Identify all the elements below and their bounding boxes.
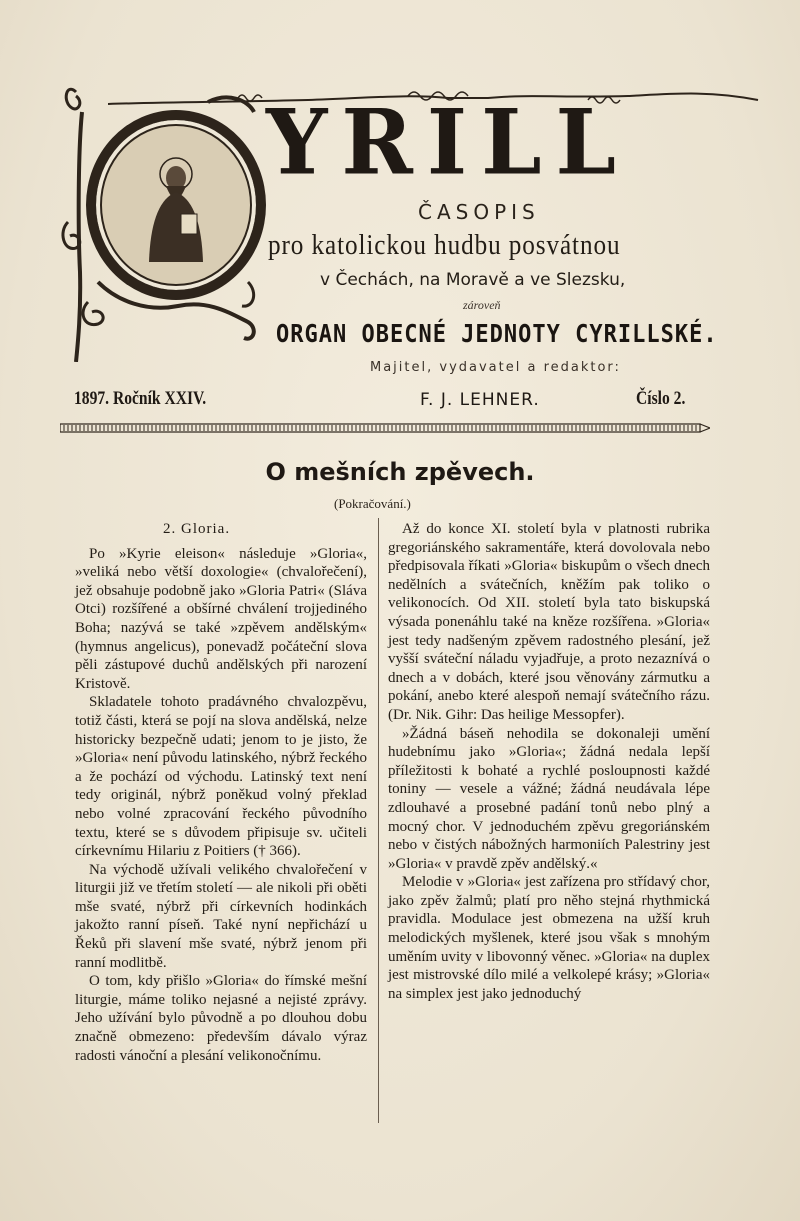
paragraph: Na východě užívali velikého chvalořečení v liturgii již ve třetím století — ale nikoli při oběti mše svaté, nýbrž při církevních hodinkách jakožto ranní píseň. Také nyní nepřichází u Řeků při slavení mše svaté, nýbrž jenom při ranní modlitbě. xyxy=(75,861,367,971)
text-column-left xyxy=(75,520,367,1065)
saint-portrait-medallion xyxy=(86,110,266,300)
editor-name: F. J. LEHNER. xyxy=(420,390,540,410)
ornamental-rule xyxy=(60,423,710,433)
paragraph: Skladatele tohoto pradávného chvalozpěvu, totiž části, která se pojí na slova andělská, nelze historicky bezpečně udati; jenom to je jisto, že »Gloria« není původu latinského, nýbrž řeckého a že pochází od východu. Latinský text není tedy originál, nýbrž poněkud volný překlad nebo volné zpracování řeckého původního textu, které se s důvodem připisuje sv. učiteli církevnímu Hilariu z Poitiers († 366). xyxy=(75,694,367,860)
paragraph: O tom, kdy přišlo »Gloria« do římské mešní liturgie, máme toliko nejasné a nejisté zprávy. Jeho užívání bylo původně a po dlouhou dobu značně obmezeno: především dávalo výraz radosti vánoční a plesání velikonočnímu. xyxy=(75,973,367,1064)
zaroven-label: zároveň xyxy=(463,298,501,312)
paragraph: Melodie v »Gloria« jest zařízena pro střídavý chor, jako zpěv žalmů; platí pro něho stejná rhythmická pravidla. Modulace jest obmezena na užší kruh melodických myšlenek, které jsou však s mnohým uměním uvity v libovonný věnec. »Gloria« na duplex jest mistrovské dílo milé a velkolepé krásy; »Gloria« na simplex jest jako jednoduchý xyxy=(388,874,710,1002)
masthead xyxy=(58,72,718,412)
journal-region: v Čechách, na Moravě a ve Slezsku, xyxy=(320,270,626,290)
issue-number: Číslo 2. xyxy=(636,388,686,409)
organ-line: ORGAN OBECNÉ JEDNOTY CYRILLSKÉ. xyxy=(276,320,718,349)
journal-subtitle: pro katolickou hudbu posvátnou xyxy=(268,230,621,261)
journal-title: YRILL xyxy=(266,89,631,196)
journal-type: ČASOPIS xyxy=(418,200,540,224)
section-heading: 2. Gloria. xyxy=(163,521,231,537)
article-title: O mešních zpěvech. xyxy=(265,458,535,486)
paragraph: Po »Kyrie eleison« následuje »Gloria«, »veliká nebo větší doxologie« (chvalořečení), jež obsahuje podobně jako »Gloria Patri« (Sláva Otci) rozšířené a obšírné chválení trojjediného Boha; nazývá se také »zpěvem andělským« (hymnus angelicus), ponevadž počáteční slova pěli zástupové duchů andělských při narození Kristově. xyxy=(75,545,367,692)
continued-note: (Pokračování.) xyxy=(334,496,411,511)
text-column-right xyxy=(388,520,710,1003)
monk-figure-icon xyxy=(141,152,211,262)
year-volume: 1897. Ročník XXIV. xyxy=(74,388,207,409)
paragraph: Až do konce XI. století byla v platnosti rubrika gregoriánského sakramentáře, která dovolovala nebo předpisovala říkati »Gloria« biskupům o všech dnech nedělních a svátečních, kněžím pak toliko o velikonocích. Od XII. století byla tato biskupská výsada ponenáhlu také na kněze rozšířena. »Gloria« jest tedy nadšeným zpěvem radostného plesání, jež vyšší sváteční náladu vyjadřuje, a proto nezaznívá o dnech a v dobách, které jsou věnovány zármutku a pokání, anebo které alespoň nemají svátečního rázu. (Dr. Nik. Gihr: Das heilige Messopfer). xyxy=(388,521,710,723)
paragraph: »Žádná báseň nehodila se dokonaleji umění hudebnímu jako »Gloria«; žádná nedala lepší příležitosti k bohaté a rychlé posloupnosti každé toniny — vesele a vážné; žádná neudávala lépe zdlouhavé a prosebné padání tonů nebo plný a mocný chor. V jednoduchém zpěvu gregoriánském nebo v čistých nábožných harmoniích Palestriny jest »Gloria« v pravdě zpěv andělský.« xyxy=(388,725,710,872)
column-divider xyxy=(378,518,379,1123)
publisher-label: Majitel, vydavatel a redaktor: xyxy=(370,360,621,375)
